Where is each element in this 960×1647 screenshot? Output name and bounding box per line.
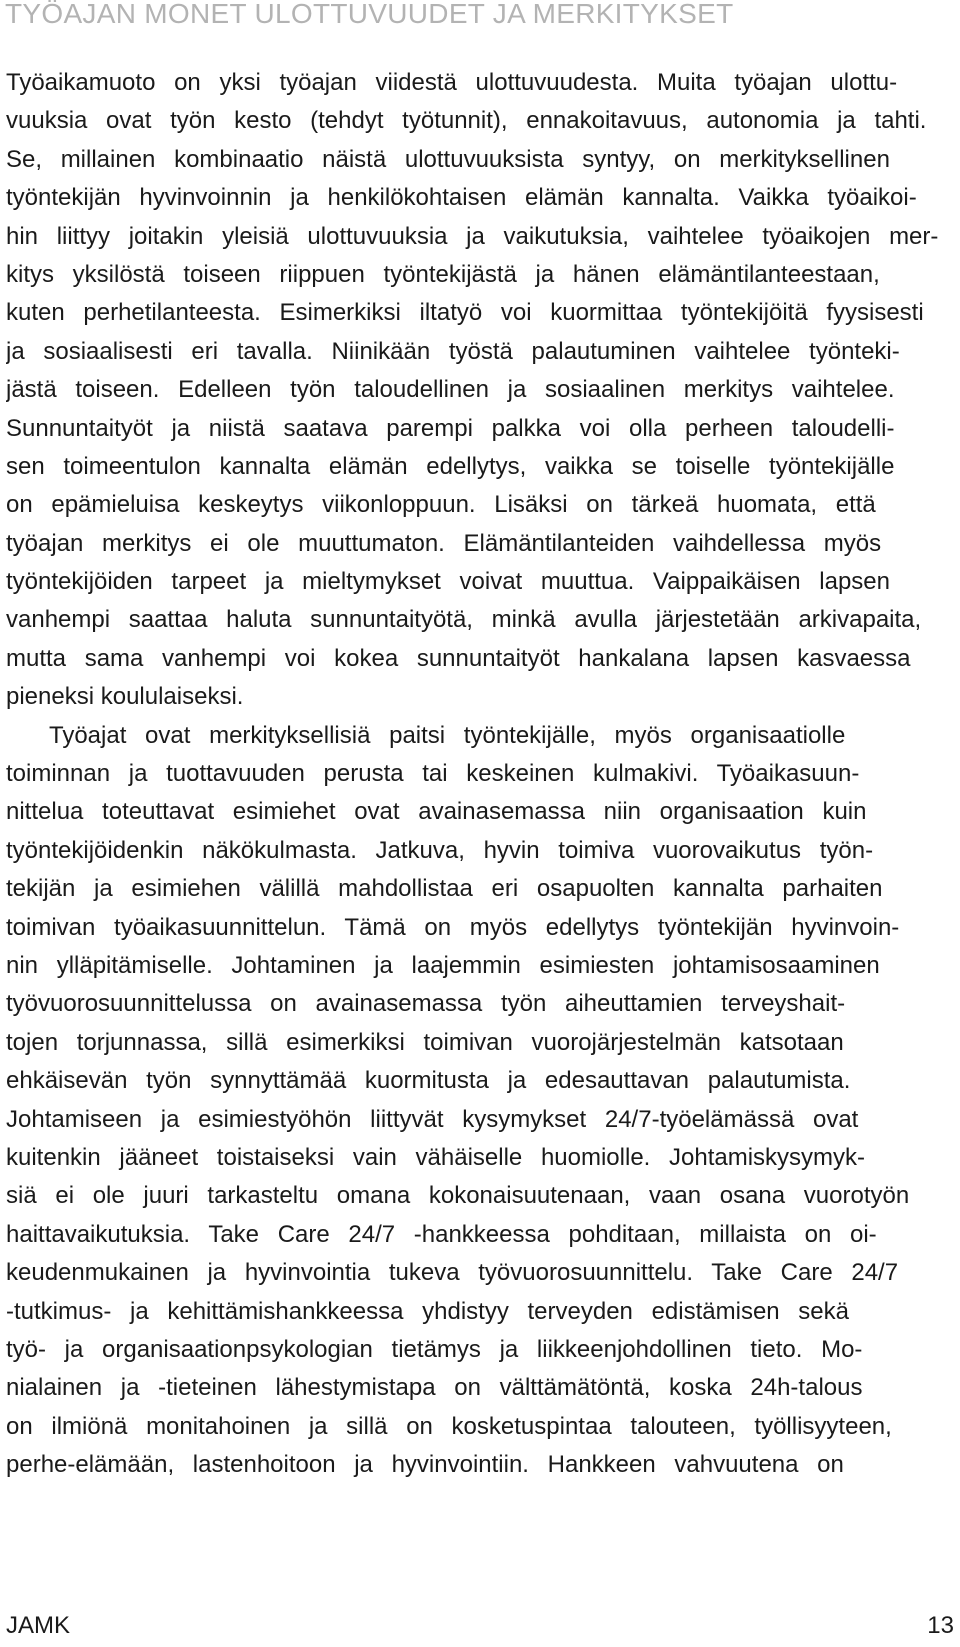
text-line: keudenmukainen ja hyvinvointia tukeva työvuorosuunnittelu. Take Care 24/7 [6,1259,899,1287]
text-line: -tutkimus- ja kehittämishankkeessa yhdistyy terveyden edistämisen sekä [6,1297,849,1325]
text-line: jästä toiseen. Edelleen työn taloudellinen ja sosiaalinen merkitys vaihtelee. [6,376,895,404]
text-line: kuitenkin jääneet toistaiseksi vain vähäiselle huomiolle. Johtamiskysymyk- [6,1143,866,1171]
text-line: nialainen ja -tieteinen lähestymistapa on välttämätöntä, koska 24h-talous [6,1374,863,1402]
text-line: työajan merkitys ei ole muuttumaton. Elämäntilanteiden vaihdellessa myös [6,529,882,557]
text-line: työ- ja organisaationpsykologian tietämys ja liikkeenjohdollinen tieto. Mo- [6,1335,863,1363]
body-text [6,64,956,1484]
text-line: haittavaikutuksia. Take Care 24/7 -hankkeessa pohditaan, millaista on oi- [6,1220,877,1248]
text-line: on epämieluisa keskeytys viikonloppuun. Lisäksi on tärkeä huomata, että [6,491,876,519]
text-line: Johtamiseen ja esimiestyöhön liittyvät kysymykset 24/7-työelämässä ovat [6,1105,859,1133]
text-line: kitys yksilöstä toiseen riippuen työntekijästä ja hänen elämäntilanteestaan, [6,260,880,288]
text-line: toimivan työaikasuunnittelun. Tämä on myös edellytys työntekijän hyvinvoin- [6,913,900,941]
text-line: Työaikamuoto on yksi työajan viidestä ulottuvuudesta. Muita työajan ulottu- [6,69,898,96]
text-line: ja sosiaalisesti eri tavalla. Niinikään työstä palautuminen vaihtelee työnteki- [6,337,900,365]
text-line: ehkäisevän työn synnyttämää kuormitusta ja edesauttavan palautumista. [6,1067,851,1095]
text-line: hin liittyy joitakin yleisiä ulottuvuuksia ja vaikutuksia, vaihtelee työaikojen mer- [6,222,939,250]
text-line: siä ei ole juuri tarkasteltu omana kokonaisuutenaan, vaan osana vuorotyön [6,1182,910,1210]
text-line: toiminnan ja tuottavuuden perusta tai keskeinen kulmakivi. Työaikasuun- [6,760,860,788]
text-line: työvuorosuunnittelussa on avainasemassa työn aiheuttamien terveyshait- [6,990,846,1018]
text-line: on ilmiönä monitahoinen ja sillä on kosketuspintaa talouteen, työllisyyteen, [6,1412,892,1440]
text-line: vuuksia ovat työn kesto (tehdyt työtunnit), ennakoitavuus, autonomia ja tahti. [6,107,927,135]
text-line: työntekijöiden tarpeet ja mieltymykset voivat muuttua. Vaippaikäisen lapsen [6,568,890,596]
text-line: tekijän ja esimiehen välillä mahdollistaa eri osapuolten kannalta parhaiten [6,875,883,903]
text-line: pieneksi koululaiseksi. [6,683,244,711]
text-line: mutta sama vanhempi voi kokea sunnuntaityöt hankalana lapsen kasvaessa [6,644,911,672]
page-number: 13 [927,1612,954,1639]
text-line: sen toimeentulon kannalta elämän edellytys, vaikka se toiselle työntekijälle [6,452,895,480]
text-line: tojen torjunnassa, sillä esimerkiksi toimivan vuorojärjestelmän katsotaan [6,1028,844,1056]
text-line: nittelua toteuttavat esimiehet ovat avainasemassa niin organisaation kuin [6,798,867,826]
text-line: Työajat ovat merkityksellisiä paitsi työntekijälle, myös organisaatiolle [49,721,846,749]
page-heading: TYÖAJAN MONET ULOTTUVUUDET JA MERKITYKSET [5,0,734,29]
text-line: työntekijöidenkin näkökulmasta. Jatkuva, hyvin toimiva vuorovaikutus työn- [6,836,874,864]
footer-publisher: JAMK [6,1612,71,1639]
text-line: Se, millainen kombinaatio näistä ulottuvuuksista syntyy, on merkityksellinen [6,145,890,173]
text-line: kuten perhetilanteesta. Esimerkiksi iltatyö voi kuormittaa työntekijöitä fyysisesti [6,299,924,327]
text-line: perhe-elämään, lastenhoitoon ja hyvinvointiin. Hankkeen vahvuutena on [6,1451,844,1479]
text-line: työntekijän hyvinvoinnin ja henkilökohtaisen elämän kannalta. Vaikka työaikoi- [6,184,917,212]
text-line: nin ylläpitämiselle. Johtaminen ja laajemmin esimiesten johtamisosaaminen [6,951,880,979]
text-line: vanhempi saattaa haluta sunnuntaityötä, minkä avulla järjestetään arkivapaita, [6,606,922,634]
text-line: Sunnuntaityöt ja niistä saatava parempi palkka voi olla perheen taloudelli- [6,414,895,442]
